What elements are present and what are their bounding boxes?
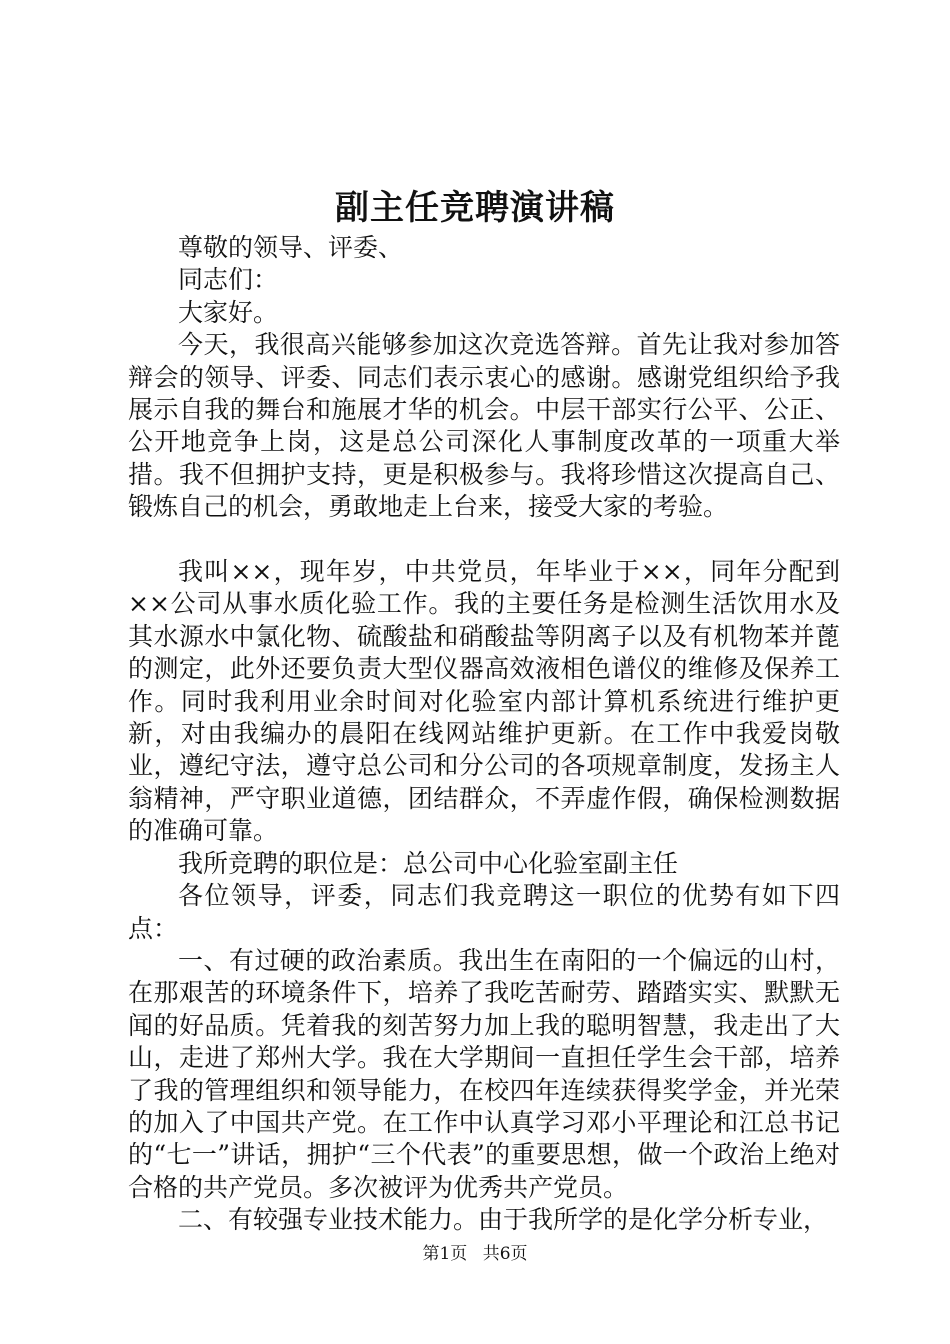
page-total: 共6页 [482,1244,528,1264]
page-number: 第1页 [422,1244,468,1264]
paragraph-advantage-2: 二、有较强专业技术能力。由于我所学的是化学分析专业， [178,1205,829,1235]
paragraph-advantage-1: 一、有过硬的政治素质。我出生在南阳的一个偏远的山村，在那艰苦的环境条件下，培养了我吃苦耐劳、踏踏实实、默默无闻的好品质。凭着我的刻苦努力加上我的聪明智慧，我走出了大山，走进了郑州大学。我在大学期间一直担任学生会干部，培养了我的管理组织和领导能力，在校四年连续获得奖学金，并光荣的加入了中国共产党。在工作中认真学习邓小平理论和江总书记的“七一”讲话，拥护“三个代表”的重要思想，做一个政治上绝对合格的共产党员。多次被评为优秀共产党员。 [128,945,840,1202]
paragraph-position: 我所竞聘的职位是：总公司中心化验室副主任 [178,848,679,878]
page-footer [0,1243,950,1265]
document-title: 副主任竞聘演讲稿 [335,188,615,228]
paragraph-self-introduction: 我叫××，现年岁，中共党员，年毕业于××，同年分配到××公司从事水质化验工作。我的主要任务是检测生活饮用水及其水源水中氯化物、硫酸盐和硝酸盐等阴离子以及有机物苯并蓖的测定，此外还要负责大型仪器高效液相色谱仪的维修及保养工作。同时我利用业余时间对化验室内部计算机系统进行维护更新，对由我编办的晨阳在线网站维护更新。在工作中我爱岗敬业，遵纪守法，遵守总公司和分公司的各项规章制度，发扬主人翁精神，严守职业道德，团结群众，不弄虚作假，确保检测数据的准确可靠。 [128,557,840,846]
salutation-line-2: 同志们： [178,265,279,295]
greeting-line: 大家好。 [178,297,279,327]
salutation-line-1: 尊敬的领导、评委、 [178,233,404,262]
document-body [128,232,840,1237]
paragraph-advantages-intro: 各位领导，评委，同志们我竞聘这一职位的优势有如下四点： [128,881,840,943]
paragraph-intro: 今天，我很高兴能够参加这次竞选答辩。首先让我对参加答辩会的领导、评委、同志们表示衷心的感谢。感谢党组织给予我展示自我的舞台和施展才华的机会。中层干部实行公平、公正、公开地竞争上岗，这是总公司深化人事制度改革的一项重大举措。我不但拥护支持，更是积极参与。我将珍惜这次提高自己、锻炼自己的机会，勇敢地走上台来，接受大家的考验。 [128,330,840,522]
